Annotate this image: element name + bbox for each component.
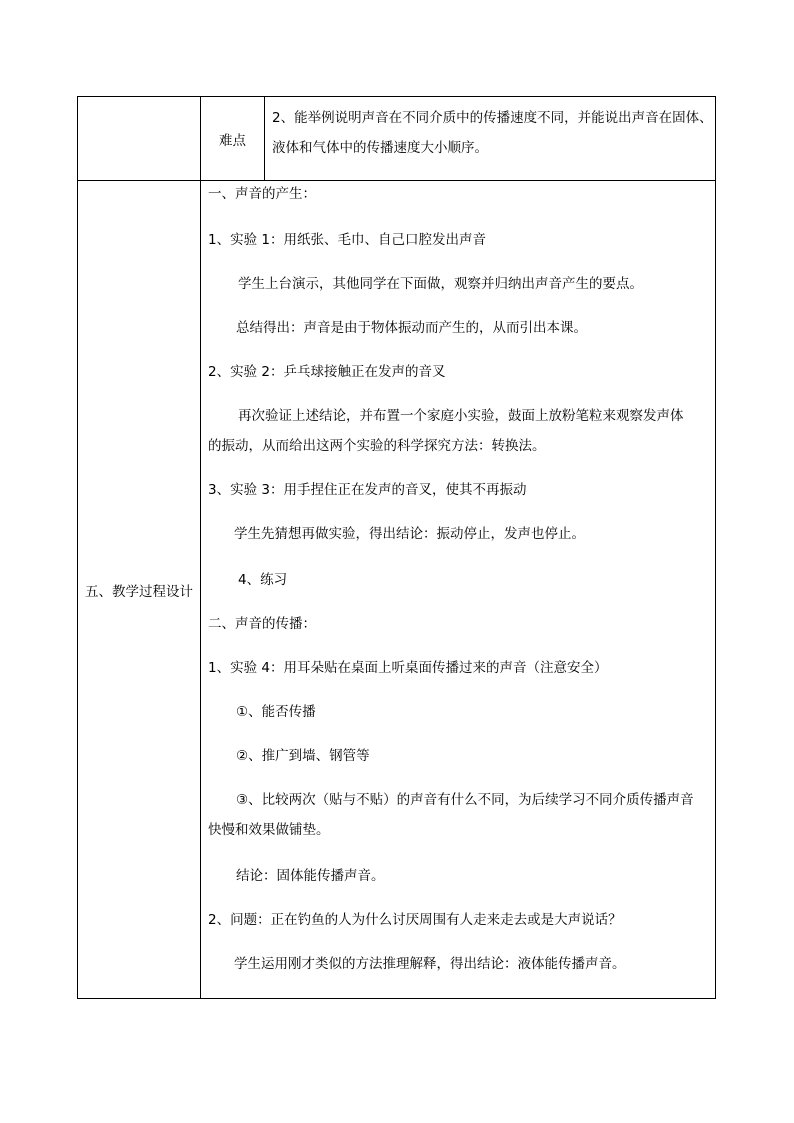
experiment-4-point-1: ①、能否传播 <box>236 704 316 720</box>
experiment-3: 3、实验 3：用手捏住正在发声的音叉，使其不再振动 <box>208 482 527 498</box>
liquid-conclusion: 学生运用刚才类似的方法推理解释，得出结论：液体能传播声音。 <box>234 956 626 972</box>
difficulty-label <box>201 97 264 180</box>
lesson-plan-table <box>77 96 716 999</box>
experiment-1-conclusion: 总结得出：声音是由于物体振动而产生的，从而引出本课。 <box>236 320 587 336</box>
difficulty-text-line-2: 液体和气体中的传播速度大小顺序。 <box>272 140 488 156</box>
question-2: 2、问题：正在钓鱼的人为什么讨厌周围有人走来走去或是大声说话？ <box>208 912 622 928</box>
experiment-4-point-3-line-2: 快慢和效果做铺垫。 <box>208 822 330 838</box>
section-heading-sound-production: 一、声音的产生： <box>208 186 316 202</box>
experiment-4: 1、实验 4：用耳朵贴在桌面上听桌面传播过来的声音（注意安全） <box>208 660 608 676</box>
section-heading-sound-propagation: 二、声音的传播： <box>208 616 316 632</box>
difficulty-label-text: 难点 <box>219 132 246 149</box>
experiment-1: 1、实验 1：用纸张、毛巾、自己口腔发出声音 <box>208 232 486 248</box>
experiment-4-point-2: ②、推广到墙、钢管等 <box>236 748 370 764</box>
experiment-1-detail: 学生上台演示，其他同学在下面做，观察并归纳出声音产生的要点。 <box>238 276 643 292</box>
exercise-item: 4、练习 <box>238 572 288 588</box>
difficulty-row <box>78 97 715 181</box>
experiment-2: 2、实验 2：乒乓球接触正在发声的音叉 <box>208 364 446 380</box>
experiment-2-detail-line-1: 再次验证上述结论，并布置一个家庭小实验，鼓面上放粉笔粒来观察发声体 <box>238 408 684 424</box>
solid-conclusion: 结论：固体能传播声音。 <box>236 868 385 884</box>
teaching-process-label <box>78 181 200 998</box>
experiment-3-detail: 学生先猜想再做实验，得出结论：振动停止，发声也停止。 <box>234 526 585 542</box>
difficulty-text-line-1: 2、能举例说明声音在不同介质中的传播速度不同，并能说出声音在固体、 <box>272 110 713 126</box>
column-divider <box>264 97 265 180</box>
column-divider <box>200 181 201 998</box>
experiment-2-detail-line-2: 的振动，从而给出这两个实验的科学探究方法：转换法。 <box>208 438 546 454</box>
experiment-4-point-3-line-1: ③、比较两次（贴与不贴）的声音有什么不同，为后续学习不同介质传播声音 <box>236 792 694 808</box>
teaching-process-label-text: 五、教学过程设计 <box>85 583 193 600</box>
teaching-process-row <box>78 181 715 998</box>
